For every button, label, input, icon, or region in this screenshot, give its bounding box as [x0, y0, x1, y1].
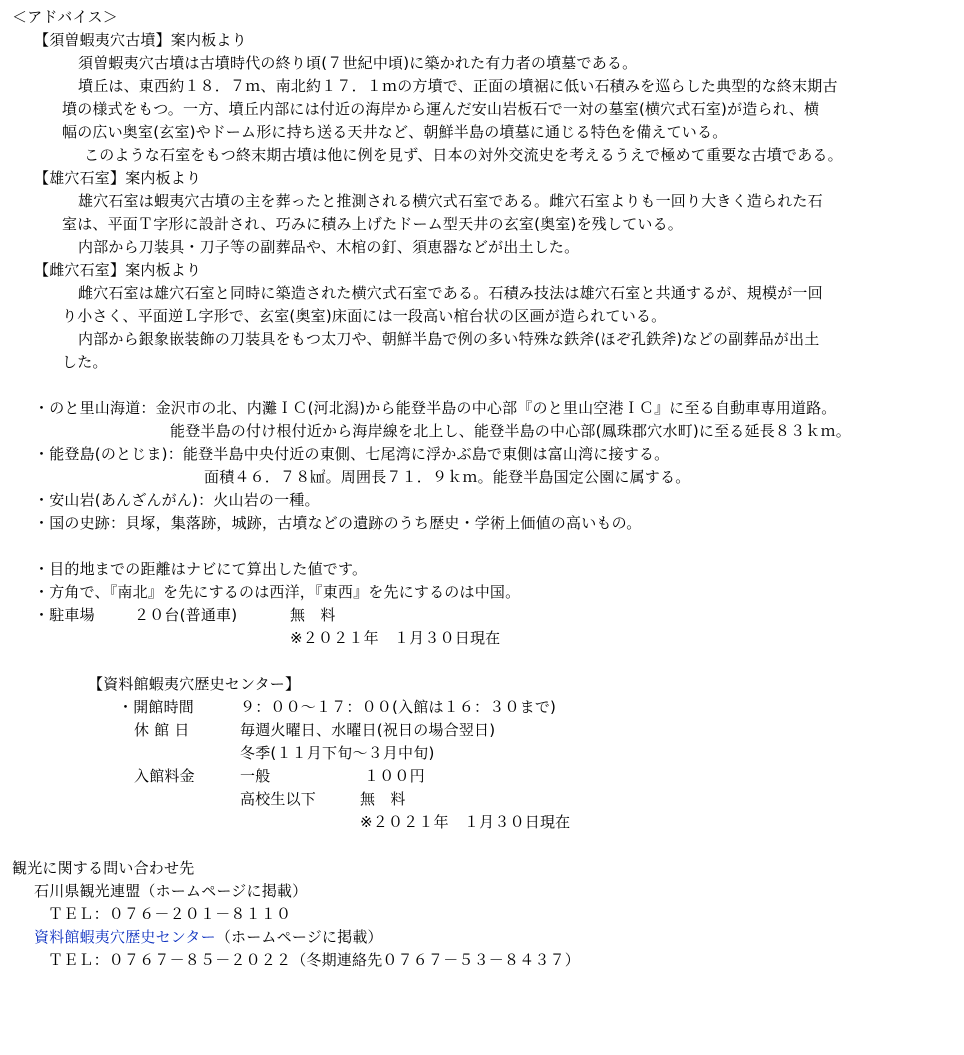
- parking-label: ・駐車場: [34, 606, 95, 624]
- male-chamber-heading: 【雄穴石室】案内板より: [34, 169, 202, 187]
- contact-org-2-suffix: （ホームページに掲載）: [215, 928, 383, 946]
- as-of-date-1: ※２０２１年 １月３０日現在: [290, 629, 501, 647]
- museum-closed-value: 毎週火曜日、水曜日(祝日の場合翌日): [240, 721, 496, 739]
- museum-heading: 【資料館蝦夷穴歴史センター】: [88, 675, 301, 693]
- sugamo-paragraph-2-line-3: 幅の広い奥室(玄室)やドーム形に持ち送る天井など、朝鮮半島の墳墓に通じる特色を備えている。: [62, 123, 728, 141]
- female-chamber-paragraph-2-line-1: 内部から銀象嵌装飾の刀装具をもつ太刀や、朝鮮半島で例の多い特殊な鉄斧(ほぞ孔鉄斧)などの副葬品が出土: [78, 330, 820, 348]
- museum-fee-general-value: １００円: [364, 767, 425, 785]
- andesite-note: ・安山岩(あんざんがん)：火山岩の一種。: [34, 491, 320, 509]
- museum-link[interactable]: 資料館蝦夷穴歴史センター: [34, 928, 216, 946]
- parking-fee: 無 料: [290, 606, 336, 624]
- noto-road-note-line-2: 能登半島の付け根付近から海岸線を北上し、能登半島の中心部(鳳珠郡穴水町)に至る延長８３ｋｍ。: [170, 422, 851, 440]
- advice-heading: ＜アドバイス＞: [12, 8, 118, 26]
- museum-fee-general-label: 一般: [240, 767, 271, 785]
- direction-note: ・方角で、『南北』を先にするのは西洋，『東西』を先にするのは中国。: [34, 583, 521, 601]
- museum-fee-label: 入館料金: [134, 767, 195, 785]
- as-of-date-2: ※２０２１年 １月３０日現在: [360, 813, 571, 831]
- notojima-note-line-1: ・能登島(のとじま)：能登半島中央付近の東側、七尾湾に浮かぶ島で東側は富山湾に接する。: [34, 445, 670, 463]
- sugamo-paragraph-3: このような石室をもつ終末期古墳は他に例を見ず、日本の対外交流史を考えるうえで極めて重要な古墳である。: [84, 146, 843, 164]
- museum-closed-label: 休 館 日: [134, 721, 190, 739]
- female-chamber-heading: 【雌穴石室】案内板より: [34, 261, 202, 279]
- sugamo-heading: 【須曽蝦夷穴古墳】案内板より: [34, 31, 247, 49]
- sugamo-paragraph-2-line-1: 墳丘は、東西約１８．７ｍ、南北約１７．１ｍの方墳で、正面の墳裾に低い石積みを巡らした典型的な終末期古: [78, 77, 838, 95]
- museum-fee-student-value: 無 料: [360, 790, 406, 808]
- distance-note: ・目的地までの距離はナビにて算出した値です。: [34, 560, 368, 578]
- male-chamber-paragraph-1-line-2: 室は、平面Ｔ字形に設計され、巧みに積み上げたドーム型天井の玄室(奥室)を残している。: [62, 215, 684, 233]
- museum-fee-student-label: 高校生以下: [240, 790, 317, 808]
- sugamo-paragraph-2-line-2: 墳の様式をもつ。一方、墳丘内部には付近の海岸から運んだ安山岩板石で一対の墓室(横穴式石室)が造られ、横: [62, 100, 820, 118]
- contact-heading: 観光に関する問い合わせ先: [12, 859, 195, 877]
- sugamo-paragraph-1: 須曽蝦夷穴古墳は古墳時代の終り頃(７世紀中頃)に築かれた有力者の墳墓である。: [78, 54, 638, 72]
- contact-tel-2: ＴＥＬ：０７６７－８５－２０２２（冬期連絡先０７６７－５３－８４３７）: [48, 951, 581, 969]
- contact-tel-1: ＴＥＬ：０７６－２０１－８１１０: [48, 905, 292, 923]
- contact-org-2: [34, 926, 383, 948]
- notojima-note-line-2: 面積４６．７８㎢。周囲長７１．９ｋｍ。能登半島国定公園に属する。: [204, 468, 691, 486]
- parking-count: ２０台(普通車): [134, 606, 238, 624]
- male-chamber-paragraph-1-line-1: 雄穴石室は蝦夷穴古墳の主を葬ったと推測される横穴式石室である。雌穴石室よりも一回り大きく造られた石: [78, 192, 823, 210]
- contact-org-1: 石川県観光連盟（ホームページに掲載）: [34, 882, 308, 900]
- female-chamber-paragraph-2-line-2: した。: [62, 353, 108, 371]
- female-chamber-paragraph-1-line-2: り小さく、平面逆Ｌ字形で、玄室(奥室)床面には一段高い棺台状の区画が造られている。: [62, 307, 667, 325]
- female-chamber-paragraph-1-line-1: 雌穴石室は雄穴石室と同時に築造された横穴式石室である。石積み技法は雄穴石室と共通するが、規模が一回: [78, 284, 823, 302]
- museum-hours-label: ・開館時間: [118, 698, 195, 716]
- historic-site-note: ・国の史跡：貝塚，集落跡，城跡，古墳などの遺跡のうち歴史・学術上価値の高いもの。: [34, 514, 642, 532]
- male-chamber-paragraph-2: 内部から刀装具・刀子等の副葬品や、木棺の釘、須恵器などが出土した。: [78, 238, 580, 256]
- museum-hours-value: ９：００～１７：００(入館は１６：３０まで): [240, 698, 557, 716]
- museum-closed-winter: 冬季(１１月下旬～３月中旬): [240, 744, 435, 762]
- noto-road-note-line-1: ・のと里山海道：金沢市の北、内灘ＩＣ(河北潟)から能登半島の中心部『のと里山空港ＩＣ』に至る自動車専用道路。: [34, 399, 837, 417]
